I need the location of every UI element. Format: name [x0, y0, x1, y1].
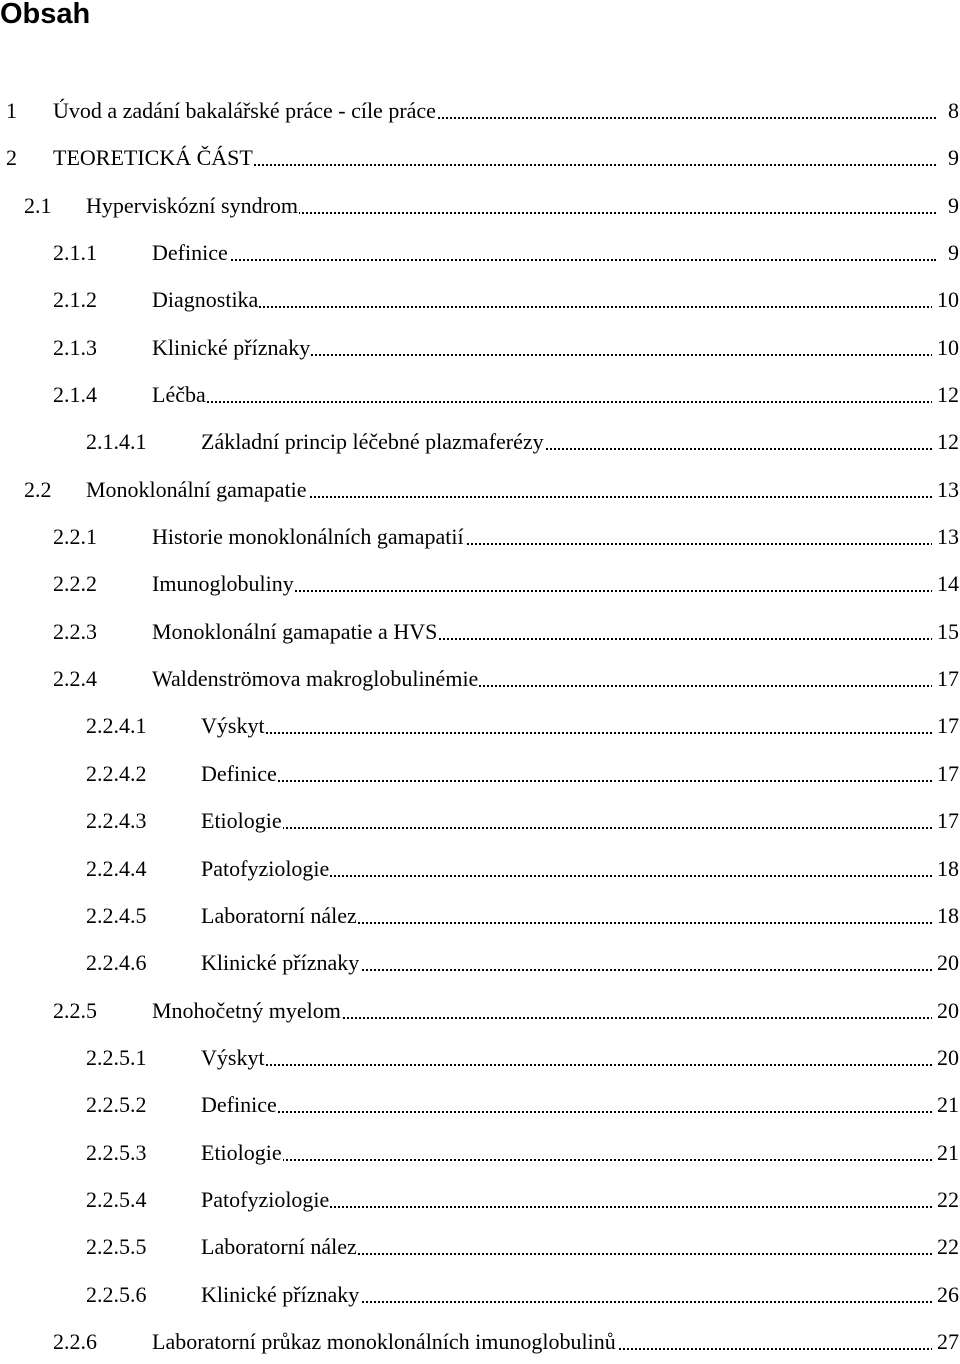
toc-entry-number: 2.2.5.2: [86, 1092, 147, 1118]
toc-entry[interactable]: [0, 275, 960, 322]
toc-entry[interactable]: [0, 228, 960, 275]
toc-entry-number: 2.1: [24, 192, 52, 218]
toc-entry[interactable]: [0, 512, 960, 559]
toc-dot-leader: [201, 1159, 936, 1161]
toc-entry-page-number: 27: [932, 1329, 959, 1355]
toc-entry[interactable]: [0, 986, 960, 1033]
toc-entry-title: Klinické příznaky: [201, 1281, 360, 1307]
toc-entry[interactable]: [0, 1128, 960, 1175]
toc-dot-leader: [201, 1111, 936, 1113]
toc-entry-number: 2.1.4.1: [86, 429, 147, 455]
toc-entry-number: 2.2.4.6: [86, 950, 147, 976]
toc-entry[interactable]: [0, 796, 960, 843]
toc-entry[interactable]: [0, 1270, 960, 1317]
toc-entry-number: 2.2.5.1: [86, 1044, 147, 1070]
toc-entry-page-number: 9: [943, 240, 959, 266]
toc-entry-number: 2.1.2: [53, 287, 97, 313]
toc-entry-number: 2.2.5: [53, 997, 97, 1023]
toc-entry-title: Výskyt: [201, 1044, 265, 1070]
toc-entry[interactable]: [0, 465, 960, 512]
toc-entry-page-number: 12: [932, 429, 959, 455]
toc-dot-leader: [152, 259, 936, 261]
toc-entry-page-number: 9: [943, 145, 959, 171]
toc-entry[interactable]: [0, 938, 960, 985]
toc-entry-page-number: 20: [932, 998, 959, 1024]
toc-entry-title: Etiologie: [201, 1139, 282, 1165]
toc-dot-leader: [201, 732, 936, 734]
toc-entry-number: 2.2.4.3: [86, 808, 147, 834]
toc-entry-page-number: 17: [932, 713, 959, 739]
toc-entry-page-number: 26: [932, 1282, 959, 1308]
toc-entry-title: Léčba: [152, 382, 206, 408]
toc-entry-title: Klinické příznaky: [152, 334, 311, 360]
toc-entry-page-number: 18: [932, 903, 959, 929]
toc-entry-title: Laboratorní nález: [201, 902, 357, 928]
toc-entry-number: 2.2: [24, 476, 52, 502]
toc-entry-page-number: 10: [932, 287, 959, 313]
toc-entry-number: 2.1.1: [53, 240, 97, 266]
toc-entry[interactable]: [0, 323, 960, 370]
toc-entry-title: Imunoglobuliny: [152, 571, 294, 597]
toc-entry-number: 2.2.5.6: [86, 1281, 147, 1307]
toc-entry[interactable]: [0, 86, 960, 133]
toc-entry-title: Patofyziologie: [201, 855, 330, 881]
toc-entry[interactable]: [0, 1317, 960, 1364]
toc-entry-number: 2.2.4.4: [86, 855, 147, 881]
toc-entry-page-number: 21: [932, 1140, 959, 1166]
toc-entry[interactable]: [0, 749, 960, 796]
toc-dot-leader: [201, 1064, 936, 1066]
toc-entry-title: Definice: [201, 1092, 277, 1118]
toc-dot-leader: [152, 306, 936, 308]
toc-entry-title: Patofyziologie: [201, 1186, 330, 1212]
toc-entry[interactable]: [0, 607, 960, 654]
toc-entry-title: Monoklonální gamapatie: [86, 476, 307, 502]
toc-entry-page-number: 8: [943, 98, 959, 124]
toc-entry-number: 2.1.3: [53, 334, 97, 360]
toc-entry-title: Mnohočetný myelom: [152, 997, 341, 1023]
toc-entry-number: 2.2.4.2: [86, 760, 147, 786]
toc-entry[interactable]: [0, 370, 960, 417]
toc-entry-number: 2.2.3: [53, 618, 97, 644]
toc-entry[interactable]: [0, 1080, 960, 1127]
toc-entry-page-number: 22: [932, 1187, 959, 1213]
toc-entry-page-number: 14: [932, 571, 959, 597]
toc-entry[interactable]: [0, 1175, 960, 1222]
toc-entry-page-number: 12: [932, 382, 959, 408]
toc-entry-page-number: 9: [943, 193, 959, 219]
toc-entry[interactable]: [0, 133, 960, 180]
toc-entry-title: Laboratorní nález: [201, 1234, 357, 1260]
toc-entry-page-number: 15: [932, 619, 959, 645]
toc-entry[interactable]: [0, 417, 960, 464]
toc-entry[interactable]: [0, 1033, 960, 1080]
page-title: Obsah: [0, 0, 91, 30]
toc-entry-title: Definice: [201, 760, 277, 786]
toc-entry-number: 2.2.4: [53, 666, 97, 692]
toc-entry[interactable]: [0, 844, 960, 891]
toc-entry[interactable]: [0, 654, 960, 701]
toc-entry-number: 1: [6, 98, 17, 123]
toc-entry-page-number: 17: [932, 808, 959, 834]
toc-entry-number: 2.2.1: [53, 524, 97, 550]
toc-entry[interactable]: [0, 701, 960, 748]
toc-entry-title: Waldenströmova makroglobulinémie: [152, 666, 479, 692]
toc-entry-number: 2.2.5.4: [86, 1186, 147, 1212]
toc-entry-title: Úvod a zadání bakalářské práce - cíle práce: [53, 98, 436, 123]
toc-entry-page-number: 22: [932, 1234, 959, 1260]
toc-entry[interactable]: [0, 181, 960, 228]
toc-entry-number: 2.2.5.3: [86, 1139, 147, 1165]
toc-dot-leader: [201, 780, 936, 782]
toc-entry-number: 2.2.6: [53, 1328, 97, 1354]
toc-entry-page-number: 21: [932, 1092, 959, 1118]
table-of-contents: [0, 86, 960, 1364]
toc-entry-page-number: 18: [932, 856, 959, 882]
toc-entry-number: 2.2.4.5: [86, 902, 147, 928]
toc-entry-page-number: 13: [932, 524, 959, 550]
toc-entry-number: 2.2.5.5: [86, 1234, 147, 1260]
toc-entry-number: 2.2.4.1: [86, 713, 147, 739]
toc-entry-title: Monoklonální gamapatie a HVS: [152, 618, 438, 644]
toc-entry-page-number: 17: [932, 761, 959, 787]
toc-entry-title: Základní princip léčebné plazmaferézy: [201, 429, 544, 455]
toc-entry-page-number: 17: [932, 666, 959, 692]
toc-entry[interactable]: [0, 559, 960, 606]
toc-entry-title: Historie monoklonálních gamapatií: [152, 524, 464, 550]
toc-entry-title: Hyperviskózní syndrom: [86, 192, 299, 218]
toc-entry-title: Diagnostika: [152, 287, 259, 313]
toc-dot-leader: [201, 827, 936, 829]
toc-entry-number: 2.1.4: [53, 382, 97, 408]
toc-entry-title: Definice: [152, 240, 228, 266]
toc-entry-title: Laboratorní průkaz monoklonálních imunoglobulinů: [152, 1328, 616, 1354]
toc-entry-page-number: 20: [932, 1045, 959, 1071]
toc-entry-title: Etiologie: [201, 808, 282, 834]
toc-entry[interactable]: [0, 1222, 960, 1269]
toc-entry-number: 2.2.2: [53, 571, 97, 597]
toc-entry-title: Klinické příznaky: [201, 950, 360, 976]
toc-entry-page-number: 20: [932, 950, 959, 976]
toc-dot-leader: [152, 401, 936, 403]
toc-entry[interactable]: [0, 891, 960, 938]
toc-entry-title: Výskyt: [201, 713, 265, 739]
toc-entry-page-number: 13: [932, 477, 959, 503]
toc-entry-title: TEORETICKÁ ČÁST: [53, 145, 253, 171]
toc-entry-page-number: 10: [932, 335, 959, 361]
toc-entry-number: 2: [6, 145, 17, 171]
